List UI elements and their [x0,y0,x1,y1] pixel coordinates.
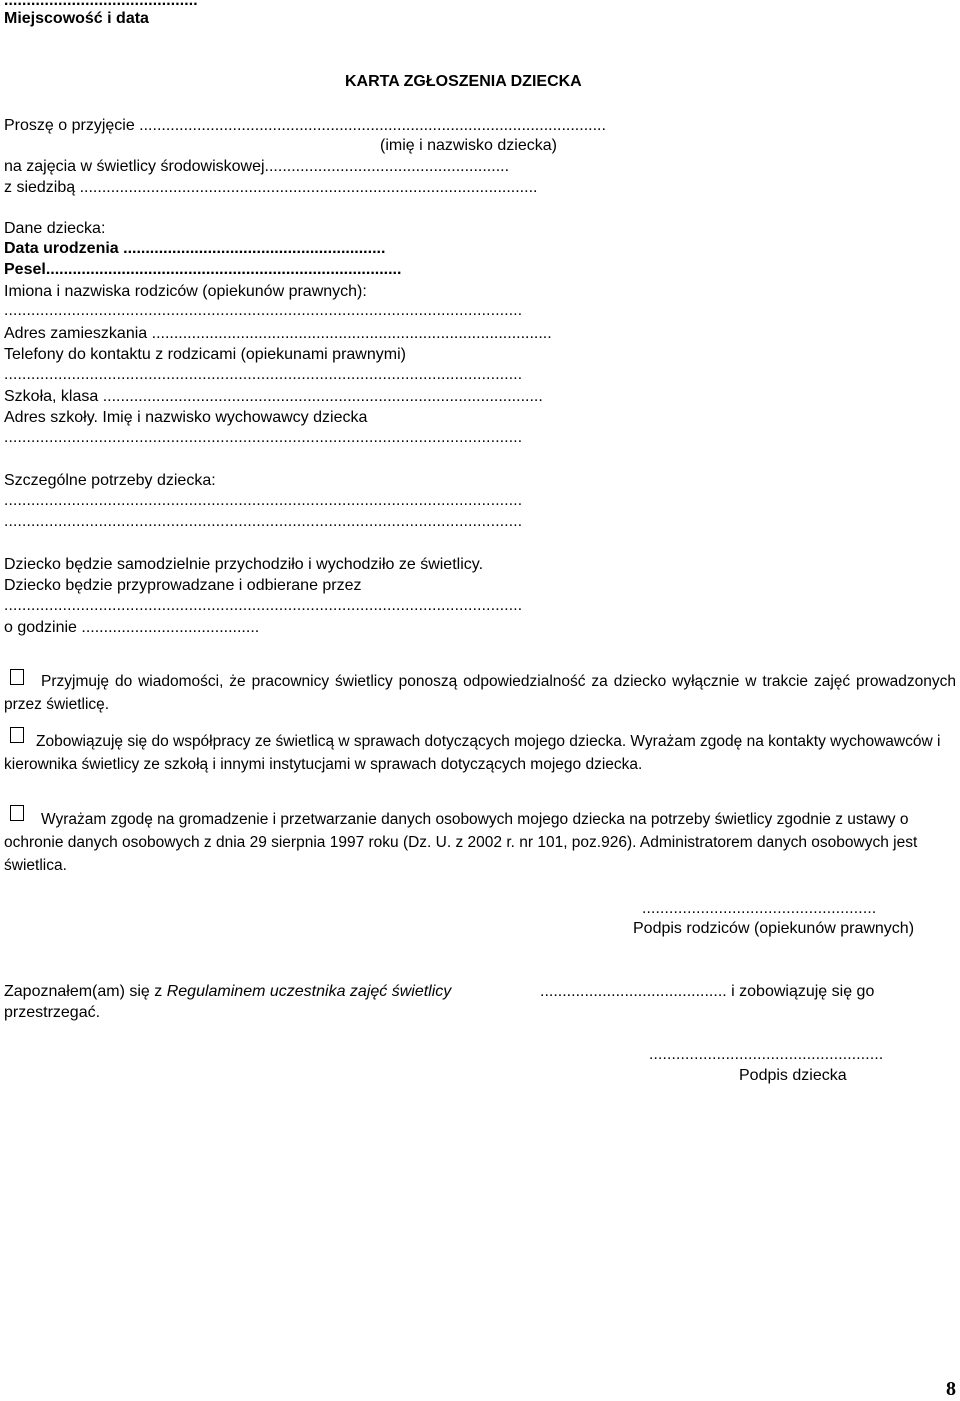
hour-line: o godzinie ........................................ [4,619,260,636]
regulation-title: Regulaminem uczestnika zajęć świetlicy [166,983,452,1000]
page-number: 8 [946,1378,956,1400]
independent-line: Dziecko będzie samodzielnie przychodziło i wychodziło ze świetlicy. [4,556,484,573]
school-address-label: Adres szkoły. Imię i nazwisko wychowawcy dziecka [4,409,368,426]
birth-date-line: Data urodzenia ........................................................... [4,240,386,257]
place-date-label: Miejscowość i data [4,10,149,27]
parents-signature-dots: .................................................... [642,900,877,917]
regulation-dots: .......................................... i zobowiązuję się go [540,983,875,1000]
child-signature-label: Podpis dziecka [739,1067,847,1084]
parents-names-label: Imiona i nazwiska rodziców (opiekunów prawnych): [4,283,367,300]
parents-names-dots: ................................................................................................................... [4,302,523,319]
request-line: Proszę o przyjęcie ......................................................................................................... [4,117,606,134]
school-dots: ................................................................................................................... [4,429,523,446]
request-hint: (imię i nazwisko dziecka) [380,137,557,154]
escorted-dots: ................................................................................................................... [4,597,523,614]
consent-text-1: Przyjmuję do wiadomości, że pracownicy świetlicy ponoszą odpowiedzialność za dziecko wyłącznie w trakcie zajęć prowadzonych przez świetlicę. [4,673,956,713]
escorted-label: Dziecko będzie przyprowadzane i odbierane przez [4,577,362,594]
regulation-prefix: Zapoznałem(am) się z [4,983,167,1000]
consent-text-3: Wyrażam zgodę na gromadzenie i przetwarzanie danych osobowych mojego dziecka na potrzeby świetlicy zgodnie z ustawy o ochronie danych osobowych z dnia 29 sierpnia 1997 roku (Dz. U. z 2002 r. nr 101, poz.926). Administratorem danych osobowych jest świetlica. [4,811,918,874]
needs-dots-1: ................................................................................................................... [4,492,523,509]
place-date-dots: ........................................... [4,0,198,9]
form-title: KARTA ZGŁOSZENIA DZIECKA [345,73,582,90]
phones-dots: ................................................................................................................... [4,366,523,383]
address-line: Adres zamieszkania .......................................................................................... [4,325,552,342]
regulation-suffix: przestrzegać. [4,1004,101,1021]
needs-label: Szczególne potrzeby dziecka: [4,472,216,489]
regulation-line [4,981,451,1002]
section-child-data: Dane dziecka: [4,220,106,237]
school-class-line: Szkoła, klasa ................................................................................................... [4,388,543,405]
parents-signature-label: Podpis rodziców (opiekunów prawnych) [633,920,915,937]
consent-text-2: Zobowiązuję się do współpracy ze świetlicą w sprawach dotyczących mojego dziecka. Wyrażam zgodę na kontakty wychowawców i kierownika świetlicy ze szkołą i innymi instytucjami w sprawach dotyczących mojego dziecka. [4,733,941,773]
phones-label: Telefony do kontaktu z rodzicami (opiekunami prawnymi) [4,346,406,363]
child-signature-dots: .................................................... [649,1046,884,1063]
club-line: na zajęcia w świetlicy środowiskowej....................................................... [4,158,510,175]
pesel-line: Pesel................................................................................ [4,261,402,278]
seat-line: z siedzibą ....................................................................................................... [4,179,538,196]
needs-dots-2: ................................................................................................................... [4,513,523,530]
